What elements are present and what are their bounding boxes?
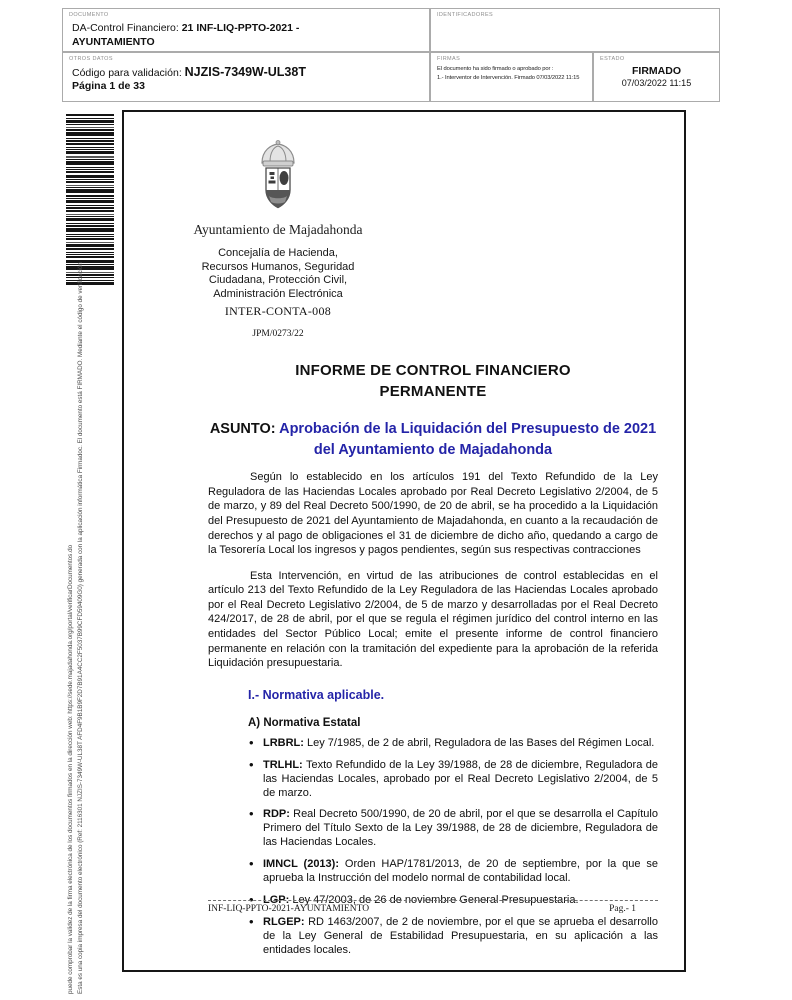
subject-heading [208, 419, 658, 461]
firmas-line1: El documento ha sido firmado o aprobado por : [437, 66, 554, 72]
status-badge: FIRMADO [632, 65, 681, 77]
paragraph: Según lo establecido en los artículos 191 del Texto Refundido de la Ley Reguladora de las Haciendas Locales aprobado por Real Decreto Legislativo 2/2004, de 5 de marzo, y 89 del Real Decreto 500/1990, de 20 de abril, se ha procedido a la Liquidación del Presupuesto de 2021 del Ayuntamiento de Majadahonda, en cuanto a la recaudación de derechos y al pago de obligaciones el 31 de diciembre de dicho año, quedando a cargo de la Tesorería Local los ingresos y pagos pendientes, según sus respectivas contracciones [208, 471, 658, 557]
estado-cell [593, 52, 720, 102]
list-item [248, 916, 658, 958]
department-line: Administración Electrónica [213, 287, 343, 300]
validation-code: NJZIS-7349W-UL38T [184, 65, 306, 79]
metadata-header [62, 8, 720, 102]
department-line: Concejalía de Hacienda, [218, 247, 338, 259]
estado-label: ESTADO [600, 56, 625, 62]
bullet-text: Texto Refundido de la Ley 39/1988, de 28 de diciembre, Reguladora de las Haciendas Locales, aprobado por el Real Decreto Legislativo 2/2004, de 5 de marzo. [263, 758, 658, 799]
municipality-name: Ayuntamiento de Majadahonda [193, 222, 363, 237]
validation-code-line [69, 65, 423, 79]
firmas-label: FIRMAS [437, 56, 461, 62]
bullet-text: Orden HAP/1781/2013, de 20 de septiembre, por la que se aprueba la Instrucción del modelo normal de contabilidad local. [263, 858, 658, 885]
page-info: Página 1 de 33 [72, 80, 145, 92]
title-line2: PERMANENTE [379, 382, 487, 400]
list-item [248, 737, 658, 751]
subject-text: Aprobación de la Liquidación del Presupuesto de 2021 del Ayuntamiento de Majadahonda [275, 421, 657, 459]
footer-divider [208, 900, 658, 901]
page-footer [208, 900, 658, 914]
documento-cell [62, 8, 430, 52]
documento-label: DOCUMENTO [69, 12, 109, 18]
internal-code: INTER-CONTA-008 [224, 303, 332, 318]
otros-datos-cell [62, 52, 430, 102]
footer-page-number: Pag.- 1 [609, 904, 636, 914]
normativa-list [208, 737, 658, 958]
bullet-term: LRBRL: [263, 736, 304, 749]
list-item [248, 759, 658, 801]
document-title [208, 360, 658, 403]
list-item [248, 808, 658, 850]
footer-document-ref: INF-LIQ-PPTO-2021-AYUNTAMIENTO [208, 904, 370, 914]
identificadores-label: IDENTIFICADORES [437, 12, 494, 18]
bullet-text: RD 1463/2007, de 2 de noviembre, por el que se aprueba el desarrollo de la Ley General de Estabilidad Presupuestaria, en su aplicación a las entidades locales. [263, 915, 658, 956]
paragraph: Esta Intervención, en virtud de las atribuciones de control establecidas en el artículo 213 del Texto Refundido de la Ley Reguladora de las Haciendas Locales aprobado por el Real Decreto Legislativo 2/2004, de 5 de marzo y desarrolladas por el Real Decreto 424/2017, de 28 de abril, por el que se regula el régimen jurídico del control interno en las entidades del Sector Público Local; emite el presente informe de control financiero permanente en relación con la tramitación del expediente para la aprobación de la referida Liquidación presupuestaria. [208, 569, 658, 670]
title-line1: INFORME DE CONTROL FINANCIERO [295, 361, 571, 379]
department-lines [152, 247, 404, 302]
firmas-line2: 1.- Interventor de Intervención. Firmado 07/03/2022 11:15 [437, 75, 580, 82]
department-line: Recursos Humanos, Seguridad [201, 260, 355, 273]
documento-value [69, 21, 327, 49]
bullet-term: RDP: [263, 808, 290, 821]
status-date: 07/03/2022 11:15 [621, 78, 692, 88]
subsection-heading: A) Normativa Estatal [248, 716, 361, 729]
document-content [208, 360, 658, 958]
bullet-term: RLGEP: [263, 915, 305, 928]
list-item [248, 858, 658, 886]
documento-prefix: DA-Control Financiero: [72, 22, 182, 34]
coat-of-arms-icon [253, 138, 303, 216]
bullet-term: LGP: [263, 894, 290, 906]
verification-text-line2: puede comprobar la validez de la firma electrónica de los documentos firmados en la dirección web: https://sede.majadahonda.org/portal/verificarDocumentos.do [67, 544, 74, 994]
reference-number: JPM/0273/22 [252, 328, 304, 339]
bullet-text: Ley 7/1985, de 2 de abril, Reguladora de las Bases del Régimen Local. [303, 736, 655, 749]
otros-datos-label: OTROS DATOS [69, 56, 113, 62]
document-frame [122, 110, 686, 972]
department-line: Ciudadana, Protección Civil, [208, 274, 348, 287]
verification-text-line1: Esta es una copia impresa del documento electrónico (Ref: 2116301 NJZIS-7349W-UL38T AFD4F9B1B9F2D7B91A4CC2F5037B99CFD59409G0) generada con la aplicación informática Firmadoc. El documento está FIRMADO. Mediante el código de verificación [77, 262, 84, 994]
bullet-text: Real Decreto 500/1990, de 20 de abril, por el que se desarrolla el Capítulo Primero del Título Sexto de la Ley 39/1988, de 28 de diciembre, Reguladora de las Haciendas Locales. [263, 808, 658, 849]
section-heading: I.- Normativa aplicable. [248, 687, 385, 702]
validation-code-prefix: Código para validación: [72, 67, 185, 79]
letterhead [152, 138, 404, 339]
barcode [66, 114, 114, 286]
identificadores-cell [430, 8, 720, 52]
bullet-text: Ley 47/2003, de 26 de noviembre General Presupuestaria. [289, 894, 579, 906]
bullet-term: IMNCL (2013): [263, 858, 339, 871]
bullet-term: TRLHL: [263, 758, 303, 771]
subject-label: ASUNTO: [209, 421, 276, 438]
firmas-cell [430, 52, 593, 102]
documento-id: 21 INF-LIQ-PPTO-2021 -AYUNTAMIENTO [72, 22, 300, 49]
